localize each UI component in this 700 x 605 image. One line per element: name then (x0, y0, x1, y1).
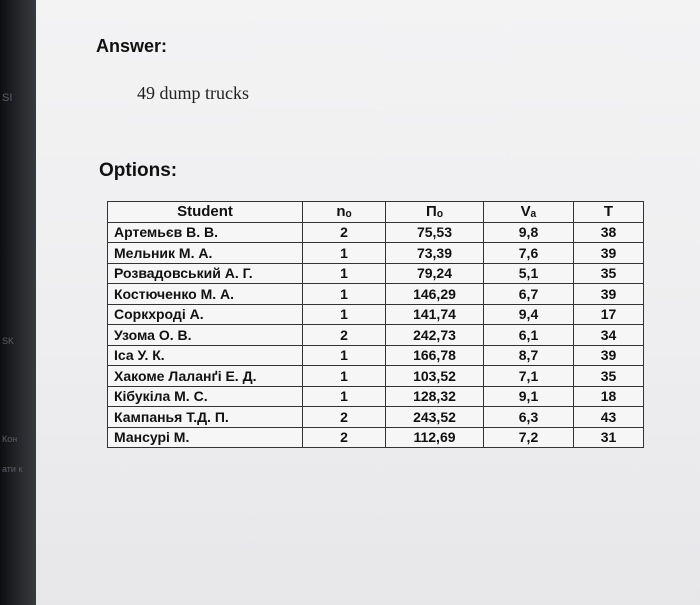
t-value-cell: 39 (574, 284, 644, 305)
n-value-cell: 1 (303, 386, 386, 407)
t-value-cell: 38 (574, 222, 644, 243)
document-page (36, 0, 700, 605)
t-value-cell: 39 (574, 243, 644, 264)
t-value-cell: 43 (574, 407, 644, 428)
t-value-cell: 31 (574, 427, 644, 448)
header-student: Student (108, 202, 303, 223)
bezel-fragment: Кон (2, 434, 18, 444)
n-value-cell: 1 (303, 243, 386, 264)
n-value-cell: 1 (303, 284, 386, 305)
student-name-cell: Артемьєв В. В. (108, 222, 303, 243)
v-value-cell: 9,4 (484, 304, 574, 325)
p-value-cell: 73,39 (386, 243, 484, 264)
n-value-cell: 1 (303, 304, 386, 325)
n-value-cell: 1 (303, 263, 386, 284)
table-row (108, 427, 644, 448)
table-row (108, 386, 644, 407)
p-value-cell: 146,29 (386, 284, 484, 305)
v-value-cell: 7,1 (484, 366, 574, 387)
bezel-fragment: SI (2, 92, 13, 104)
student-name-cell: Кібукіла М. С. (108, 386, 303, 407)
p-value-cell: 128,32 (386, 386, 484, 407)
answer-value: 49 dump trucks (137, 83, 249, 103)
student-name-cell: Узома О. В. (108, 325, 303, 346)
v-value-cell: 6,1 (484, 325, 574, 346)
table-row (108, 366, 644, 387)
v-value-cell: 9,8 (484, 222, 574, 243)
v-value-cell: 6,3 (484, 407, 574, 428)
p-value-cell: 79,24 (386, 263, 484, 284)
v-value-cell: 5,1 (484, 263, 574, 284)
header-v: Vₐ (484, 202, 574, 223)
t-value-cell: 34 (574, 325, 644, 346)
student-name-cell: Мельник М. А. (108, 243, 303, 264)
options-table (107, 201, 644, 448)
p-value-cell: 166,78 (386, 345, 484, 366)
v-value-cell: 7,6 (484, 243, 574, 264)
student-name-cell: Розвадовський А. Г. (108, 263, 303, 284)
p-value-cell: 75,53 (386, 222, 484, 243)
n-value-cell: 1 (303, 345, 386, 366)
answer-heading: Answer: (96, 36, 168, 56)
student-name-cell: Костюченко М. А. (108, 284, 303, 305)
v-value-cell: 9,1 (484, 386, 574, 407)
n-value-cell: 2 (303, 407, 386, 428)
table-row (108, 243, 644, 264)
student-name-cell: Іса У. К. (108, 345, 303, 366)
v-value-cell: 7,2 (484, 427, 574, 448)
table-row (108, 407, 644, 428)
t-value-cell: 39 (574, 345, 644, 366)
v-value-cell: 6,7 (484, 284, 574, 305)
table-row (108, 325, 644, 346)
p-value-cell: 103,52 (386, 366, 484, 387)
t-value-cell: 18 (574, 386, 644, 407)
n-value-cell: 2 (303, 325, 386, 346)
header-t: T (574, 202, 644, 223)
n-value-cell: 1 (303, 366, 386, 387)
table-body (108, 222, 644, 448)
p-value-cell: 112,69 (386, 427, 484, 448)
bezel-fragment: ати к (2, 464, 23, 474)
student-name-cell: Мансурі М. (108, 427, 303, 448)
table-row (108, 345, 644, 366)
student-name-cell: Кампанья Т.Д. П. (108, 407, 303, 428)
table-row (108, 222, 644, 243)
n-value-cell: 2 (303, 427, 386, 448)
t-value-cell: 35 (574, 366, 644, 387)
header-p: Пₒ (386, 202, 484, 223)
header-n: nₒ (303, 202, 386, 223)
v-value-cell: 8,7 (484, 345, 574, 366)
table-row (108, 284, 644, 305)
table-row (108, 304, 644, 325)
t-value-cell: 35 (574, 263, 644, 284)
options-heading: Options: (99, 160, 178, 181)
table-header-row (108, 202, 644, 223)
student-name-cell: Соркхроді А. (108, 304, 303, 325)
bezel-fragment: SK (2, 336, 15, 346)
student-name-cell: Хакоме Лаланґі Е. Д. (108, 366, 303, 387)
left-bezel (0, 0, 38, 605)
n-value-cell: 2 (303, 222, 386, 243)
p-value-cell: 141,74 (386, 304, 484, 325)
t-value-cell: 17 (574, 304, 644, 325)
p-value-cell: 243,52 (386, 407, 484, 428)
table-row (108, 263, 644, 284)
p-value-cell: 242,73 (386, 325, 484, 346)
